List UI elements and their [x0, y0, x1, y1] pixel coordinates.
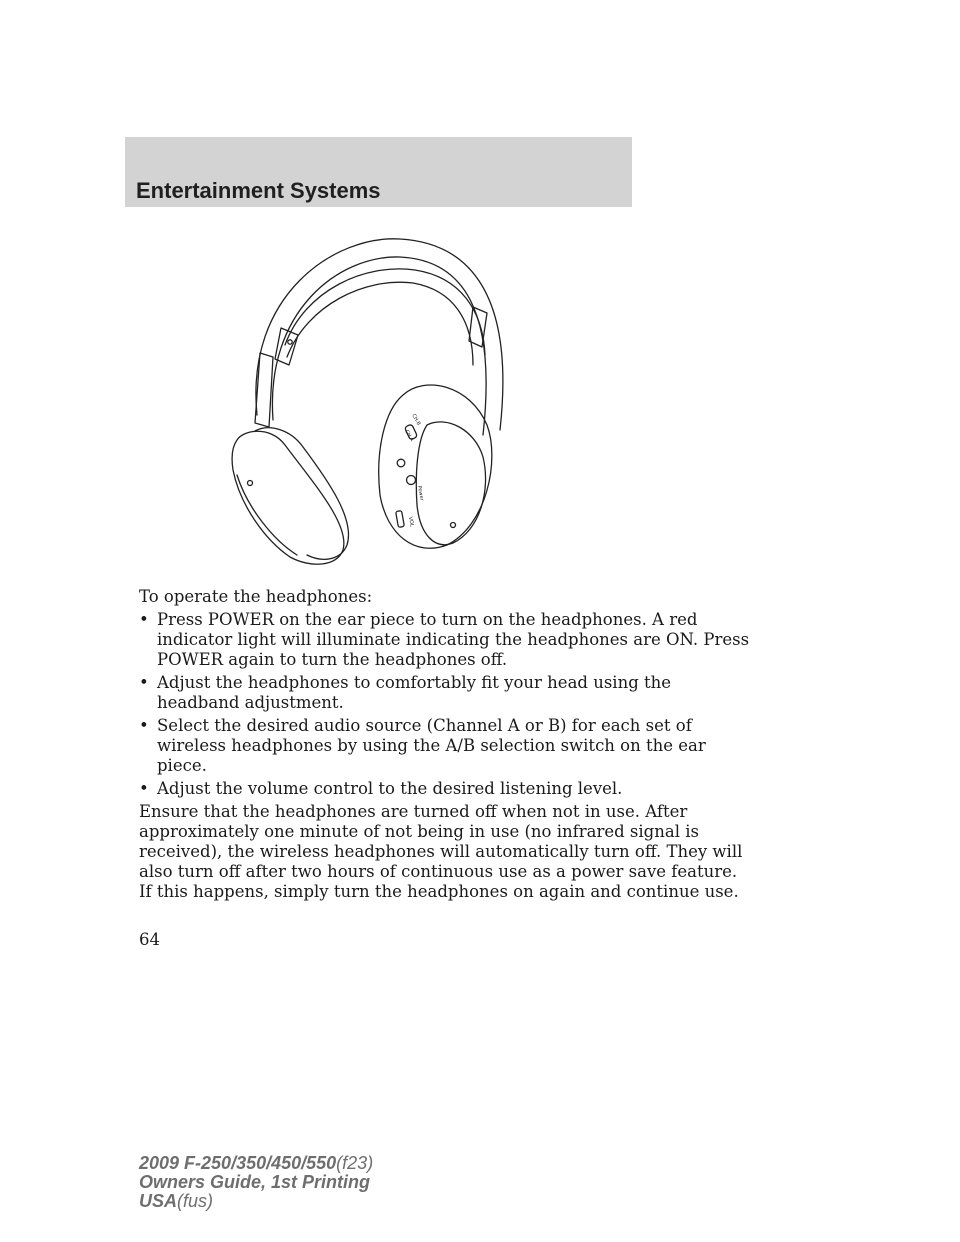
list-item: • Adjust the headphones to comfortably fit your head using the headband adjustment.	[139, 673, 672, 712]
footer-market-line: USA(fus)	[139, 1191, 214, 1211]
bullet-mark: •	[139, 779, 149, 798]
list-item: • Press POWER on the ear piece to turn on the headphones. A red indicator light will illuminate indicating the headphones are ON. Press POWER again to turn the headphones off.	[139, 610, 750, 669]
list-item: • Select the desired audio source (Channel A or B) for each set of wireless headphones by using the A/B selection switch on the ear piece.	[139, 716, 706, 775]
power-label: Power	[416, 485, 425, 502]
instruction-list	[139, 610, 839, 799]
list-item: • Adjust the volume control to the desired listening level.	[139, 779, 623, 798]
footer-edition-line: Owners Guide, 1st Printing	[139, 1172, 371, 1192]
section-title: Entertainment Systems	[136, 178, 381, 203]
closing-paragraph: Ensure that the headphones are turned off when not in use. After approximately one minute of not being in use (no infrared signal is received), the wireless headphones will automatically turn off. They will also turn off after two hours of continuous use as a power save feature. If this happens, simply turn the headphones on again and continue use.	[139, 802, 743, 901]
volume-label: VOL	[407, 516, 415, 528]
page-number: 64	[139, 930, 160, 949]
wireless-headphones-icon	[225, 235, 525, 570]
bullet-mark: •	[139, 610, 149, 629]
document-footer	[139, 1154, 373, 1211]
intro-text: To operate the headphones:	[139, 587, 373, 606]
instructions	[139, 587, 839, 902]
bullet-mark: •	[139, 716, 149, 735]
bullet-mark: •	[139, 673, 149, 692]
channel-a-label: CH.A	[403, 429, 415, 443]
channel-b-label: CH.B	[410, 413, 422, 427]
footer-model-line: 2009 F-250/350/450/550(f23)	[139, 1153, 374, 1173]
